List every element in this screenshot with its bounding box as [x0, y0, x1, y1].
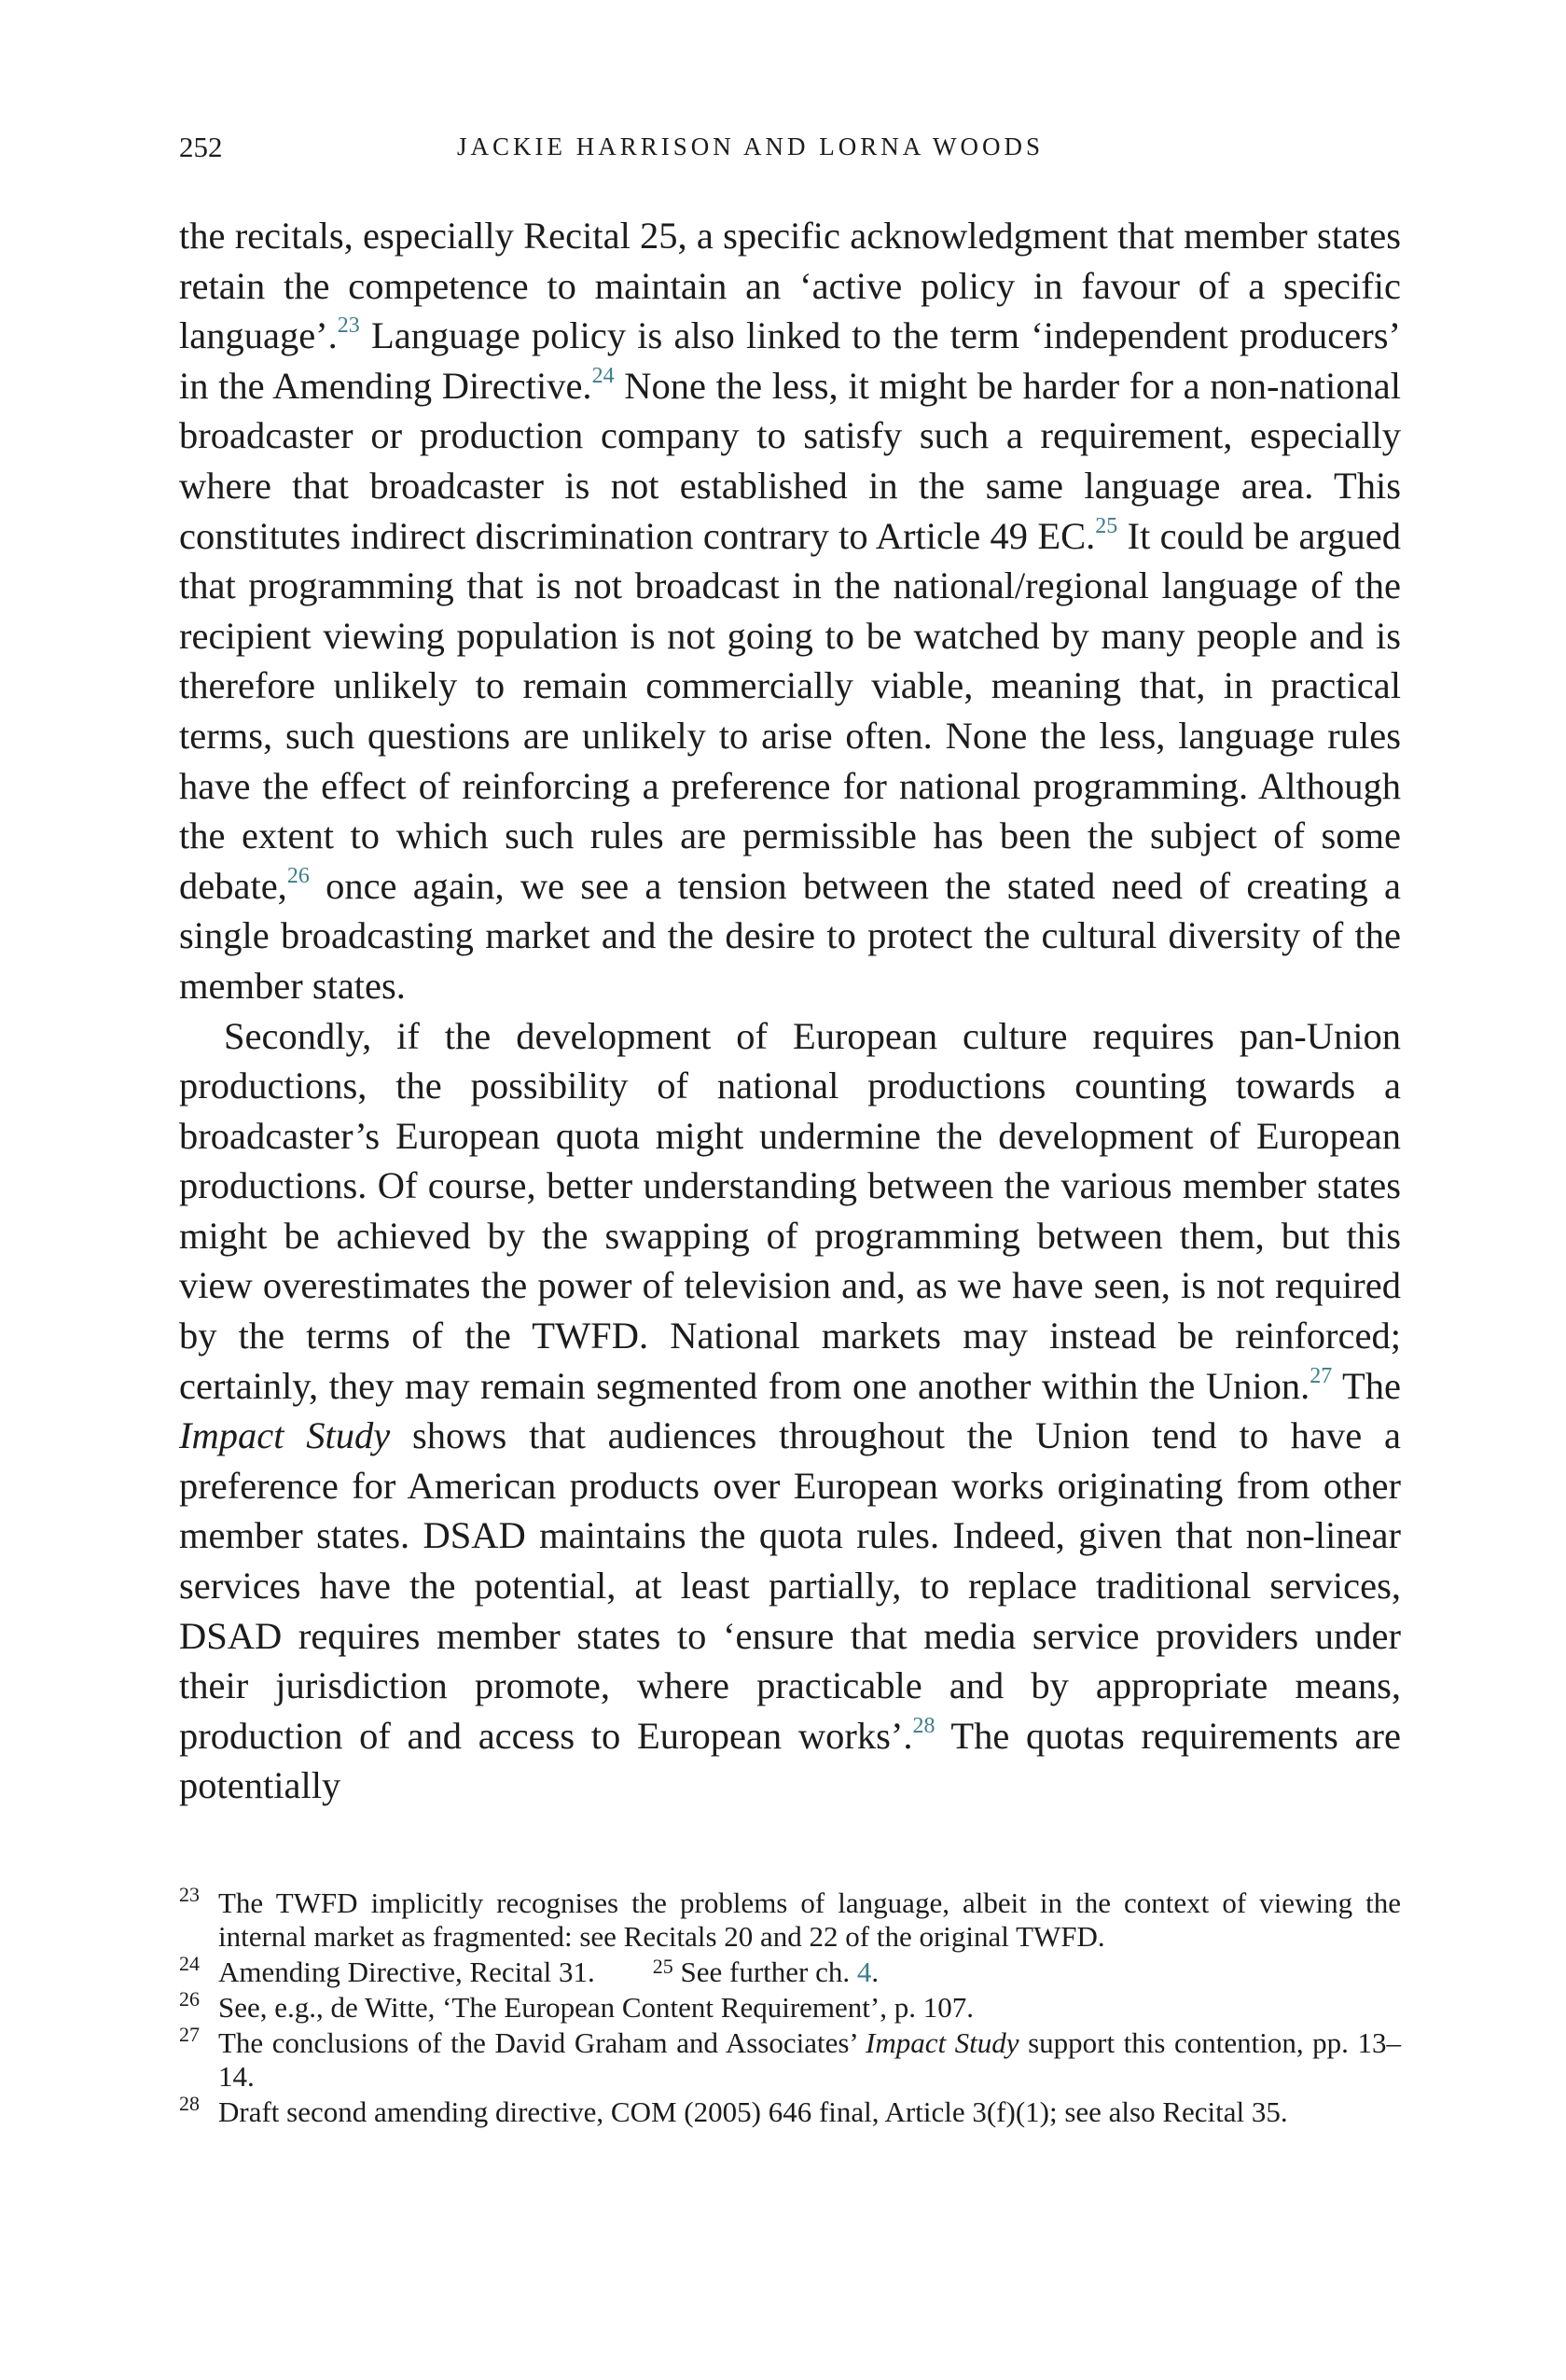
footnote-text: The TWFD implicitly recognises the problems of language, albeit in the context of viewing the internal market as fragmented: see Recitals 20 and 22 of the original TWFD. — [218, 1886, 1401, 1953]
footnote-text: Draft second amending directive, COM (2005) 646 final, Article 3(f)(1); see also Recital 35. — [218, 2095, 1288, 2128]
footnote-ref-25[interactable]: 25 — [1095, 513, 1118, 538]
running-head: JACKIE HARRISON AND LORNA WOODS — [457, 132, 1045, 160]
footnote-number: 23 — [179, 1883, 200, 1906]
footnote-27 — [179, 2023, 1401, 2094]
paragraph-2-text-2: The — [1332, 1364, 1401, 1407]
page-number: 252 — [179, 131, 223, 163]
footnote-number: 24 — [179, 1952, 200, 1975]
paragraph-2 — [179, 1011, 1401, 1812]
footnote-ref-23[interactable]: 23 — [337, 313, 360, 339]
paragraph-1-text-2: Language policy is also linked to the term ‘independent producers’ in the Amending Directive. — [179, 314, 1401, 407]
paragraph-2-text-3: shows that audiences throughout the Union tend to have a preference for American products over European works originating from other member states. DSAD maintains the quota rules. Indeed, given that non-linear services have the potential, at least partially, to replace traditional services, DSAD requires member states to ‘ensure that media service providers under their jurisdiction promote, where practicable and by appropriate means, production of and access to European works’. — [179, 1414, 1401, 1757]
footnote-number: 25 — [652, 1955, 673, 1978]
footnote-ref-26[interactable]: 26 — [286, 863, 310, 888]
chapter-link[interactable]: 4 — [856, 1955, 872, 1988]
page-header — [179, 131, 1401, 172]
footnotes — [179, 1883, 1401, 2131]
footnote-number: 27 — [179, 2023, 200, 2046]
paragraph-2-italic-title: Impact Study — [179, 1414, 391, 1457]
paragraph-1 — [179, 211, 1401, 1011]
footnote-28 — [179, 2092, 1401, 2129]
paragraph-2-text-4: The quotas requirements are potentially — [179, 1714, 1401, 1807]
paragraph-1-text-3: None the less, it might be harder for a non-national broadcaster or production company to satisfy such a requirement, especially where that broadcaster is not established in the same language area. This constitutes indirect discrimination contrary to Article 49 EC. — [179, 364, 1401, 557]
footnote-24-text: Amending Directive, Recital 31. — [218, 1955, 595, 1988]
footnote-23 — [179, 1883, 1401, 1954]
footnote-24-25 — [179, 1952, 1401, 1989]
footnote-number: 26 — [179, 1987, 200, 2011]
paragraph-1-text-5: once again, we see a tension between the stated need of creating a single broadcasting market and the desire to protect the cultural diversity of the member states. — [179, 864, 1401, 1007]
footnote-number: 28 — [179, 2092, 200, 2115]
paragraph-1-text-4: It could be argued that programming that is not broadcast in the national/regional language of the recipient viewing population is not going to be watched by many people and is therefore unlikely to remain commercially viable, meaning that, in practical terms, such questions are unlikely to arise often. None the less, language rules have the effect of reinforcing a preference for national programming. Although the extent to which such rules are permissible has been the subject of some debate, — [179, 514, 1402, 907]
footnote-26 — [179, 1987, 1401, 2025]
footnote-ref-24[interactable]: 24 — [591, 363, 615, 388]
footnote-text: The conclusions of the David Graham and Associates’ — [218, 2026, 866, 2059]
footnote-25-text: See further ch. — [680, 1955, 857, 1988]
footnote-ref-28[interactable]: 28 — [912, 1713, 935, 1738]
footnote-text: See, e.g., de Witte, ‘The European Content Requirement’, p. 107. — [218, 1991, 974, 2024]
paragraph-1-text-1: the recitals, especially Recital 25, a specific acknowledgment that member states retain the competence to maintain an ‘active policy in favour of a specific language’. — [179, 215, 1401, 357]
footnote-text-end: support this contention, pp. 13–14. — [218, 2026, 1401, 2093]
footnote-ref-27[interactable]: 27 — [1310, 1363, 1333, 1388]
paragraph-2-text-1: Secondly, if the development of European culture requires pan-Union productions, the possibility of national productions counting towards a broadcaster’s European quota might undermine the development of European productions. Of course, better understanding between the various member states might be achieved by the swapping of programming between them, but this view overestimates the power of television and, as we have seen, is not required by the terms of the TWFD. National markets may instead be reinforced; certainly, they may remain segmented from one another within the Union. — [179, 1014, 1401, 1407]
body-text — [179, 211, 1401, 1811]
footnote-italic-title: Impact Study — [866, 2026, 1019, 2059]
footnote-25-end: . — [871, 1955, 880, 1988]
